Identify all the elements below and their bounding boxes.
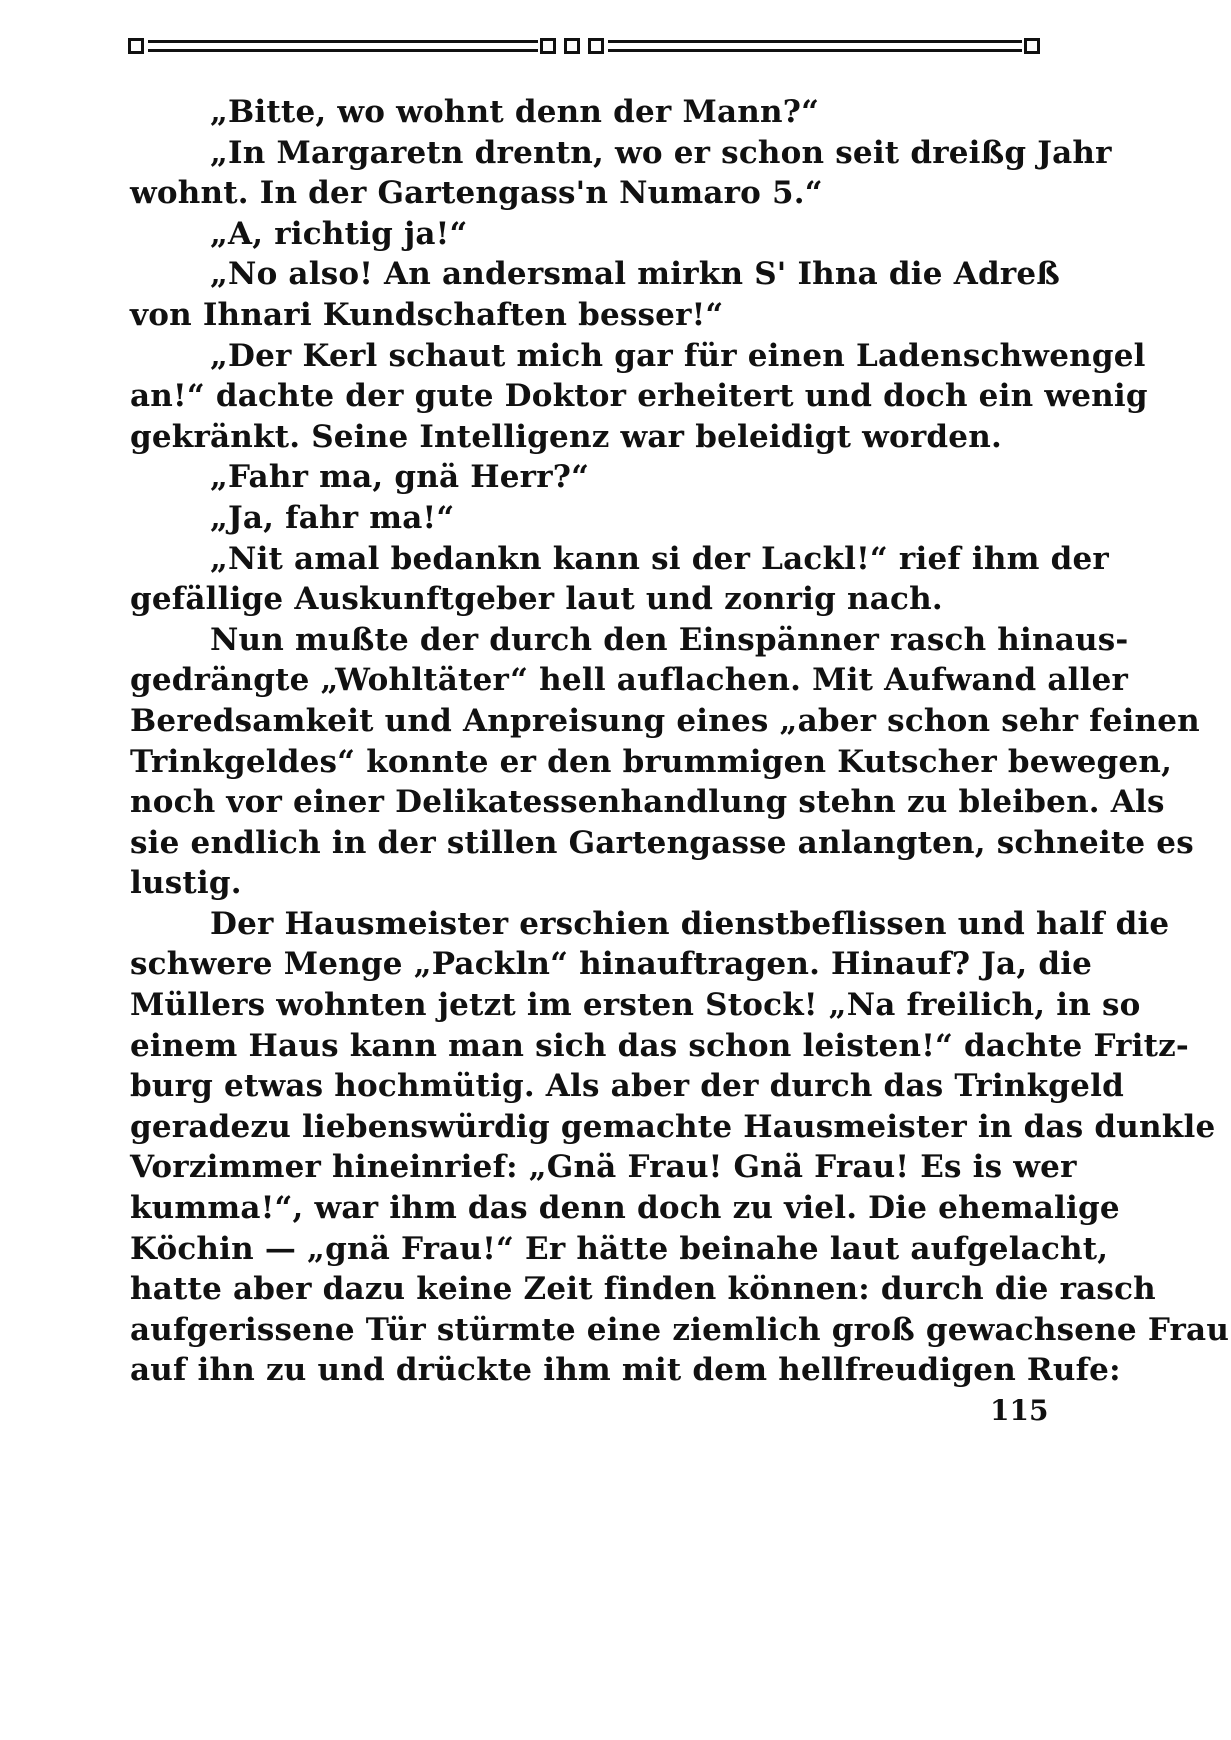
text-line: einem Haus kann man sich das schon leisten!“ dachte Fritz- [130, 1027, 1190, 1064]
text-line: „Bitte, wo wohnt denn der Mann?“ [210, 94, 820, 130]
text-line: Nun mußte der durch den Einspänner rasch hinaus- [210, 621, 1129, 658]
text-line: hatte aber dazu keine Zeit finden können: durch die rasch [130, 1271, 1156, 1308]
text-line: „In Margaretn drentn, wo er schon seit dreißg Jahr [210, 134, 1112, 171]
text-line: wohnt. In der Gartengass'n Numaro 5.“ [130, 175, 823, 212]
text-line: gefällige Auskunftgeber laut und zonrig nach. [130, 581, 943, 618]
text-line: Köchin — „gnä Frau!“ Er hätte beinahe laut aufgelacht, [130, 1230, 1109, 1267]
text-line: „A, richtig ja!“ [210, 215, 468, 252]
ornament-rule-left-bottom [148, 49, 538, 52]
text-line: sie endlich in der stillen Gartengasse anlangten, schneite es [130, 824, 1194, 861]
text-line: schwere Menge „Packln“ hinauftragen. Hinauf? Ja, die [130, 946, 1093, 983]
text-line: Beredsamkeit und Anpreisung eines „aber schon sehr feinen [130, 702, 1200, 739]
text-line: Der Hausmeister erschien dienstbeflissen und half die [210, 905, 1170, 942]
text-line: Vorzimmer hineinrief: „Gnä Frau! Gnä Frau! Es is wer [130, 1149, 1077, 1186]
text-line: an!“ dachte der gute Doktor erheitert und doch ein wenig [130, 378, 1148, 415]
text-line: lustig. [130, 865, 242, 902]
ornament-rule-left-top [148, 40, 538, 43]
text-line: kumma!“, war ihm das denn doch zu viel. Die ehemalige [130, 1190, 1120, 1227]
ornament-box-center-1 [540, 38, 556, 54]
ornament-rule-right-top [608, 40, 1022, 43]
ornament-box-center-3 [588, 38, 604, 54]
text-line: burg etwas hochmütig. Als aber der durch das Trinkgeld [130, 1068, 1124, 1105]
text-line: „Fahr ma, gnä Herr?“ [210, 459, 590, 496]
text-line: gekränkt. Seine Intelligenz war beleidigt worden. [130, 418, 1002, 455]
ornament-box-center-2 [564, 38, 580, 54]
text-line: auf ihn zu und drückte ihm mit dem hellfreudigen Rufe: [130, 1352, 1121, 1389]
body-text [130, 92, 1230, 1391]
header-ornament [128, 36, 1044, 58]
text-line: Müllers wohnten jetzt im ersten Stock! „Na freilich, in so [130, 987, 1141, 1024]
page-number: 115 [990, 1394, 1049, 1427]
text-line: „Ja, fahr ma!“ [210, 499, 455, 536]
text-line: Trinkgeldes“ konnte er den brummigen Kutscher bewegen, [130, 743, 1173, 780]
text-line: gedrängte „Wohltäter“ hell auflachen. Mit Aufwand aller [130, 662, 1129, 699]
ornament-box-left [128, 38, 144, 54]
text-line: geradezu liebenswürdig gemachte Hausmeister in das dunkle [130, 1108, 1216, 1145]
ornament-box-right [1024, 38, 1040, 54]
text-line: „Nit amal bedankn kann si der Lackl!“ rief ihm der [210, 540, 1109, 577]
text-line: „No also! An andersmal mirkn S' Ihna die Adreß [210, 256, 1061, 293]
text-line: aufgerissene Tür stürmte eine ziemlich groß gewachsene Frau [130, 1311, 1230, 1348]
text-line: von Ihnari Kundschaften besser!“ [130, 296, 724, 333]
text-line: noch vor einer Delikatessenhandlung stehn zu bleiben. Als [130, 784, 1165, 821]
text-line: „Der Kerl schaut mich gar für einen Ladenschwengel [210, 337, 1146, 374]
ornament-rule-right-bottom [608, 49, 1022, 52]
